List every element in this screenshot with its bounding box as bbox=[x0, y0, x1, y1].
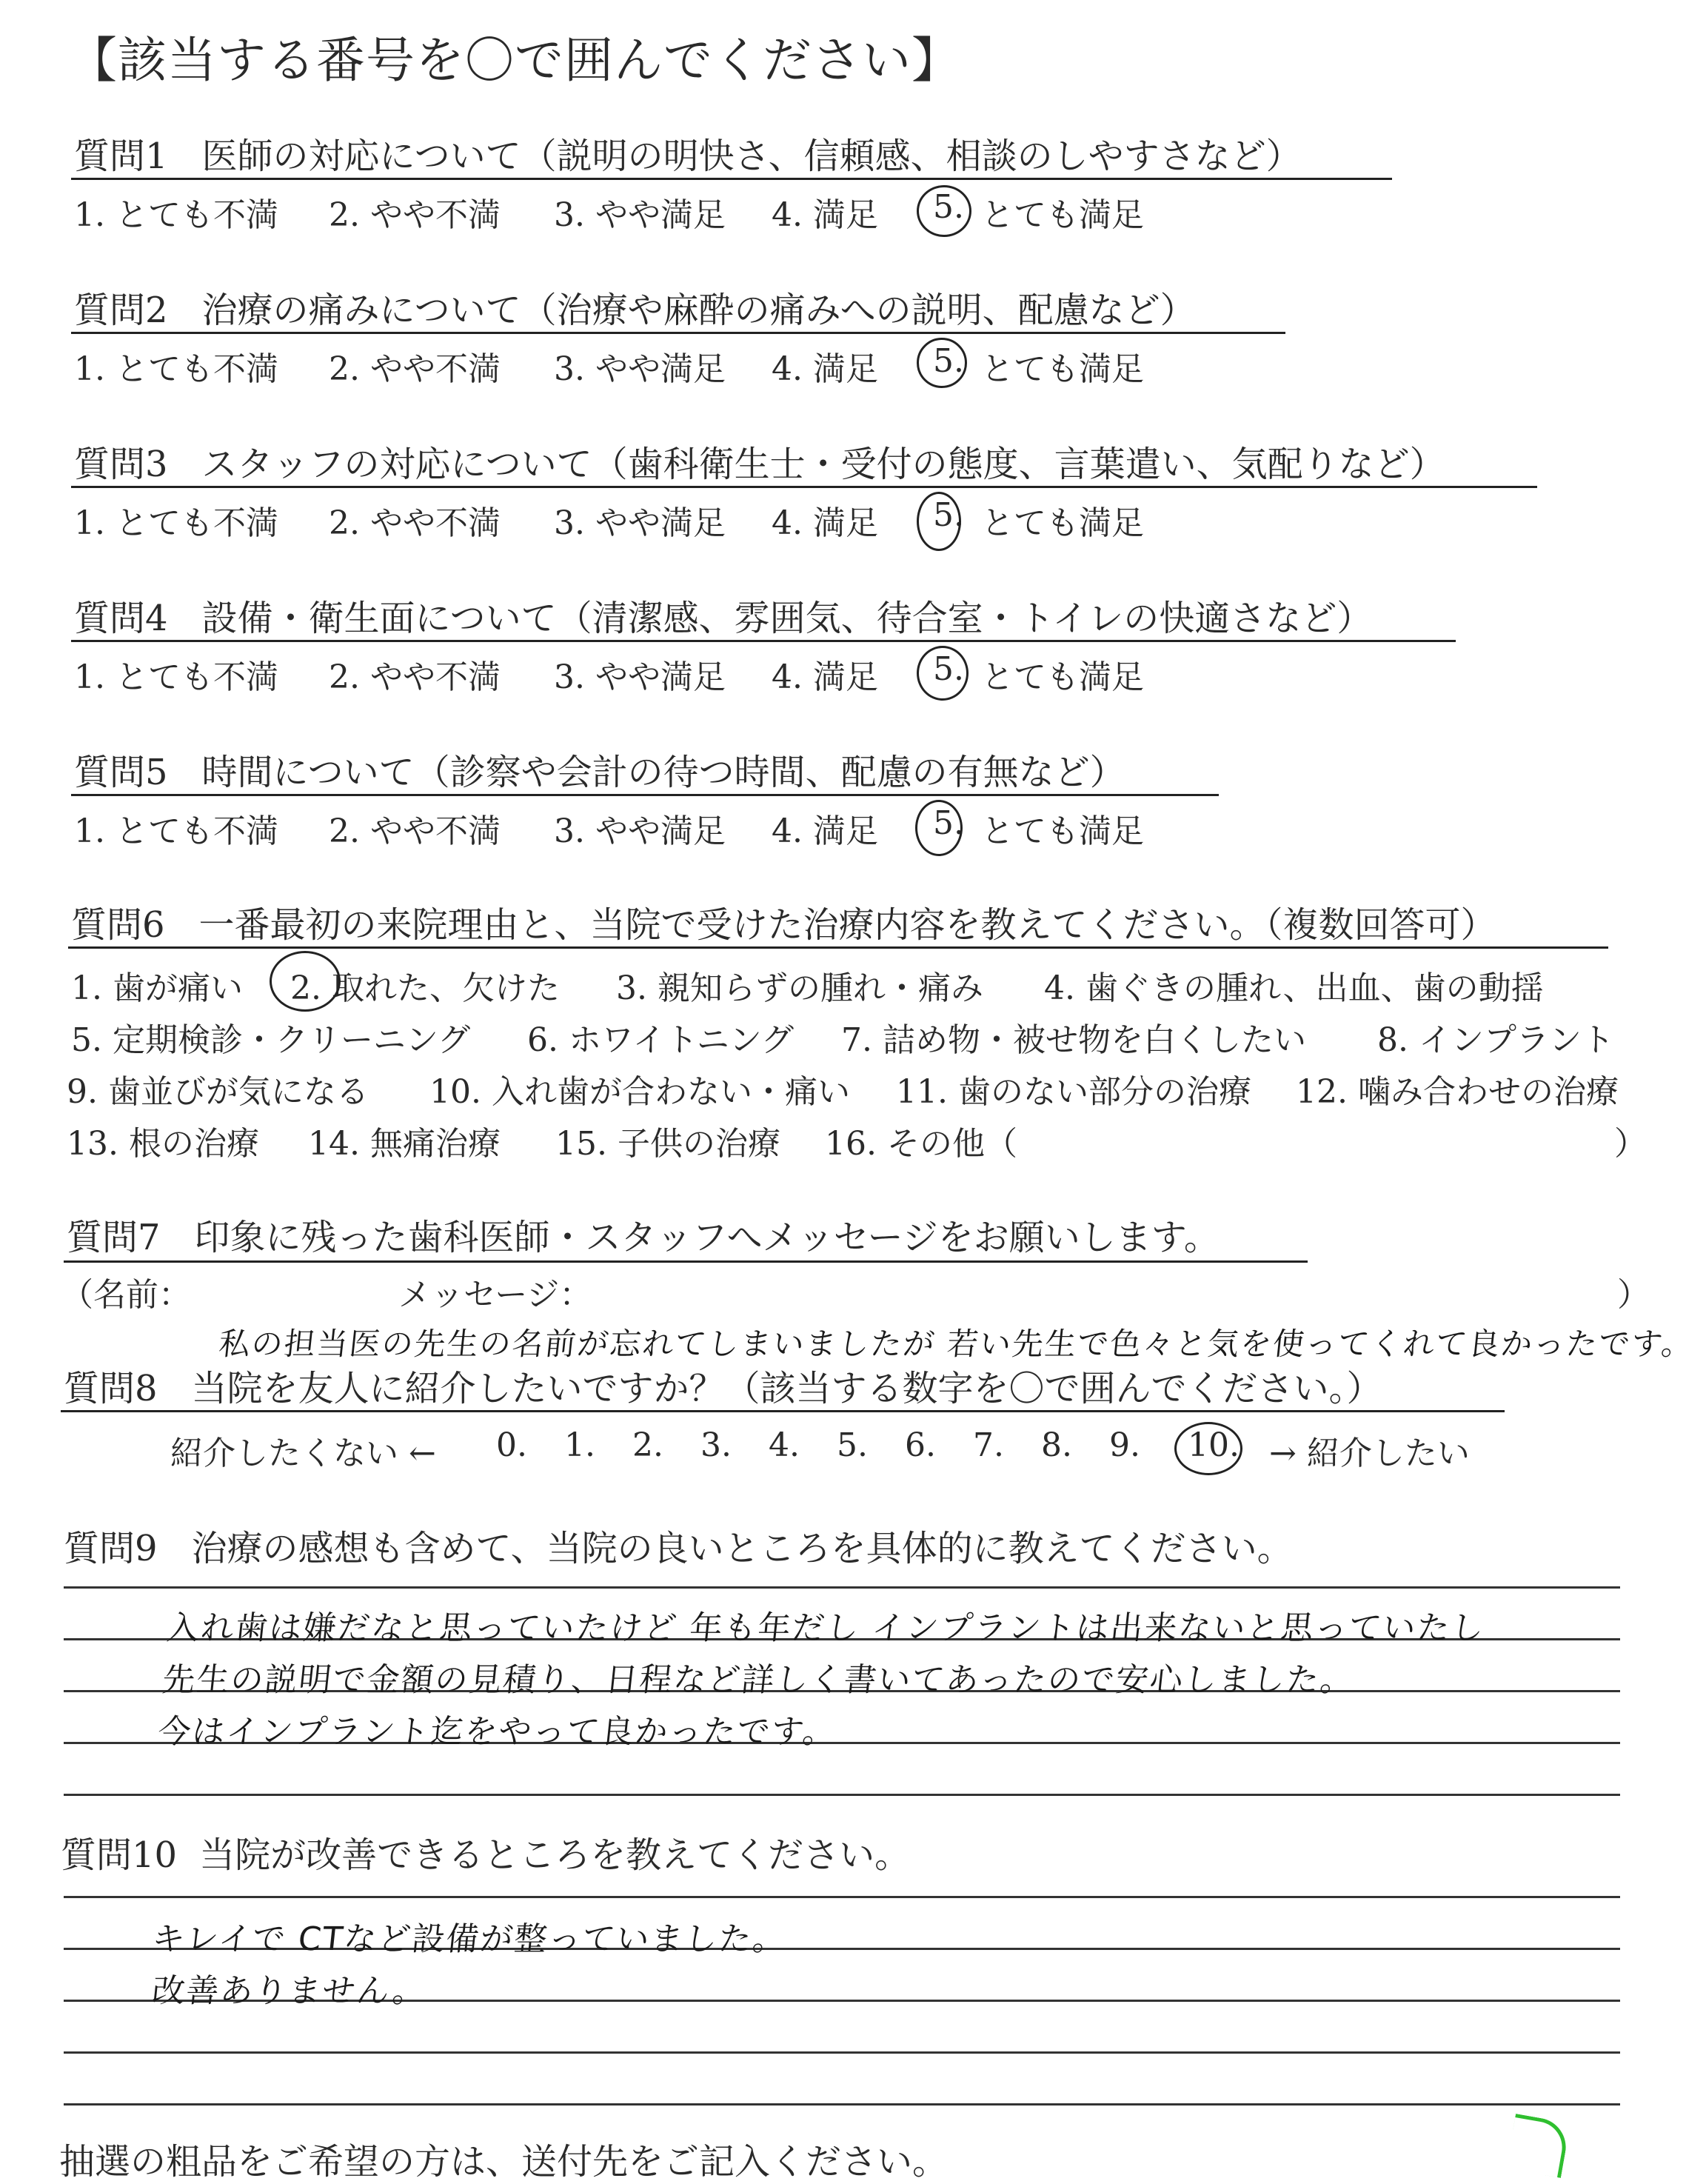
question-text: 治療の痛みについて（治療や麻酔の痛みへの説明、配慮など） bbox=[201, 290, 1196, 331]
selected-circle bbox=[270, 951, 341, 1012]
q6-option-9[interactable]: 9. 歯並びが気になる bbox=[67, 1073, 369, 1111]
question-number: 質問6 bbox=[71, 904, 165, 946]
q9-answer-line-2: 先生の説明で金額の見積り、日程など詳しく書いてあったので安心しました。 bbox=[160, 1661, 1357, 1699]
scale-3[interactable]: 3. bbox=[700, 1426, 732, 1464]
option-1[interactable]: 1. とても不満 bbox=[74, 658, 278, 696]
question-8-heading bbox=[64, 1366, 1382, 1412]
q6-option-16[interactable]: 16. その他（ bbox=[825, 1125, 1017, 1163]
right-label: → 紹介したい bbox=[1269, 1435, 1470, 1472]
option-5[interactable]: 5. bbox=[933, 342, 964, 380]
option-1[interactable]: 1. とても不満 bbox=[74, 504, 278, 542]
question-9-heading bbox=[64, 1526, 1293, 1572]
name-label: （名前： bbox=[61, 1276, 191, 1314]
scale-6[interactable]: 6. bbox=[905, 1426, 936, 1464]
underline bbox=[71, 794, 1219, 796]
underline bbox=[68, 946, 1608, 949]
q10-answer-line-1: キレイで CTなど設備が整っていました。 bbox=[150, 1920, 789, 1958]
question-7-heading bbox=[67, 1215, 1220, 1260]
option-3[interactable]: 3. やや満足 bbox=[554, 350, 726, 388]
q6-option-12[interactable]: 12. 噛み合わせの治療 bbox=[1296, 1073, 1619, 1111]
question-text: 一番最初の来院理由と、当院で受けた治療内容を教えてください。（複数回答可） bbox=[198, 904, 1496, 946]
underline bbox=[64, 1260, 1308, 1263]
underline bbox=[71, 332, 1285, 334]
q6-option-16-close: ） bbox=[1614, 1125, 1647, 1163]
q6-option-15[interactable]: 15. 子供の治療 bbox=[555, 1125, 780, 1163]
question-number: 質問7 bbox=[67, 1217, 161, 1258]
writing-line bbox=[64, 2103, 1620, 2105]
q6-option-1[interactable]: 1. 歯が痛い bbox=[71, 969, 243, 1007]
question-text: 当院が改善できるところを教えてください。 bbox=[199, 1834, 911, 1876]
q10-answer-line-2: 改善ありません。 bbox=[150, 1972, 429, 2010]
question-text: 治療の感想も含めて、当院の良いところを具体的に教えてください。 bbox=[191, 1528, 1293, 1569]
question-6-heading bbox=[71, 902, 1496, 948]
scale-7[interactable]: 7. bbox=[973, 1426, 1004, 1464]
q6-option-7[interactable]: 7. 詰め物・被せ物を白くしたい bbox=[841, 1021, 1306, 1059]
selected-circle bbox=[917, 338, 967, 388]
q6-option-11[interactable]: 11. 歯のない部分の治療 bbox=[896, 1073, 1251, 1111]
green-check-mark bbox=[1506, 2114, 1570, 2178]
question-number: 質問4 bbox=[74, 598, 168, 639]
q6-option-10[interactable]: 10. 入れ歯が合わない・痛い bbox=[429, 1073, 850, 1111]
question-text: 当院を友人に紹介したいですか？（該当する数字を〇で囲んでください。） bbox=[191, 1368, 1382, 1409]
option-2[interactable]: 2. やや不満 bbox=[329, 812, 501, 850]
option-3[interactable]: 3. やや満足 bbox=[554, 196, 726, 234]
question-number: 質問2 bbox=[74, 290, 168, 331]
question-text: 医師の対応について（説明の明快さ、信頼感、相談のしやすさなど） bbox=[201, 136, 1302, 177]
option-2[interactable]: 2. やや不満 bbox=[329, 196, 501, 234]
option-5-label: とても満足 bbox=[981, 350, 1144, 388]
q6-option-4[interactable]: 4. 歯ぐきの腫れ、出血、歯の動揺 bbox=[1044, 969, 1544, 1007]
q6-option-13[interactable]: 13. 根の治療 bbox=[67, 1125, 259, 1163]
question-text: 印象に残った歯科医師・スタッフへメッセージをお願いします。 bbox=[194, 1217, 1220, 1258]
question-number: 質問3 bbox=[74, 444, 168, 485]
scale-5[interactable]: 5. bbox=[837, 1426, 868, 1464]
option-3[interactable]: 3. やや満足 bbox=[554, 504, 726, 542]
option-1[interactable]: 1. とても不満 bbox=[74, 350, 278, 388]
writing-line bbox=[64, 1896, 1620, 1898]
page-title: 【該当する番号を〇で囲んでください】 bbox=[68, 32, 961, 89]
option-5-label: とても満足 bbox=[981, 504, 1144, 542]
selected-circle bbox=[917, 185, 971, 237]
question-10-heading bbox=[61, 1832, 910, 1878]
underline bbox=[71, 178, 1392, 180]
q7-handwritten-message: 私の担当医の先生の名前が忘れてしまいましたが 若い先生で色々と気を使ってくれて良かったです。 bbox=[217, 1326, 1696, 1362]
q6-option-3[interactable]: 3. 親知らずの腫れ・痛み bbox=[616, 969, 983, 1007]
writing-line bbox=[64, 1794, 1620, 1796]
option-4[interactable]: 4. 満足 bbox=[772, 658, 878, 696]
writing-line bbox=[64, 2051, 1620, 2054]
scale-2[interactable]: 2. bbox=[632, 1426, 663, 1464]
option-2[interactable]: 2. やや不満 bbox=[329, 504, 501, 542]
option-5[interactable]: 5. bbox=[933, 804, 964, 842]
option-1[interactable]: 1. とても不満 bbox=[74, 812, 278, 850]
question-text: 時間について（診察や会計の待つ時間、配慮の有無など） bbox=[201, 752, 1125, 793]
message-label: メッセージ： bbox=[398, 1276, 592, 1314]
q7-close: ） bbox=[1617, 1276, 1650, 1314]
option-4[interactable]: 4. 満足 bbox=[772, 350, 878, 388]
selected-circle bbox=[915, 800, 963, 856]
question-number: 質問10 bbox=[61, 1834, 178, 1876]
question-5-heading bbox=[74, 749, 1125, 795]
option-4[interactable]: 4. 満足 bbox=[772, 812, 878, 850]
option-5-label: とても満足 bbox=[981, 812, 1144, 850]
option-3[interactable]: 3. やや満足 bbox=[554, 658, 726, 696]
underline bbox=[71, 640, 1456, 642]
footer-note: 抽選の粗品をご希望の方は、送付先をご記入ください。 bbox=[59, 2141, 949, 2183]
q9-answer-line-1: 入れ歯は嫌だなと思っていたけど 年も年だし インプラントは出来ないと思っていたし bbox=[164, 1609, 1488, 1647]
question-number: 質問8 bbox=[64, 1368, 158, 1409]
question-number: 質問9 bbox=[64, 1528, 158, 1569]
scale-0[interactable]: 0. bbox=[496, 1426, 527, 1464]
selected-circle bbox=[917, 646, 969, 701]
scale-8[interactable]: 8. bbox=[1041, 1426, 1072, 1464]
question-number: 質問1 bbox=[74, 136, 168, 177]
scale-4[interactable]: 4. bbox=[769, 1426, 800, 1464]
question-text: スタッフの対応について（歯科衛生士・受付の態度、言葉遣い、気配りなど） bbox=[201, 444, 1445, 485]
option-3[interactable]: 3. やや満足 bbox=[554, 812, 726, 850]
q6-option-6[interactable]: 6. ホワイトニング bbox=[527, 1021, 795, 1059]
option-5-label: とても満足 bbox=[981, 658, 1144, 696]
option-5[interactable]: 5. bbox=[933, 650, 964, 688]
option-5[interactable]: 5. bbox=[933, 496, 964, 534]
option-2[interactable]: 2. やや不満 bbox=[329, 658, 501, 696]
option-4[interactable]: 4. 満足 bbox=[772, 196, 878, 234]
q9-answer-line-3: 今はインプラント迄をやって良かったです。 bbox=[155, 1713, 839, 1751]
option-2[interactable]: 2. やや不満 bbox=[329, 350, 501, 388]
question-4-heading bbox=[74, 595, 1372, 641]
q6-option-14[interactable]: 14. 無痛治療 bbox=[308, 1125, 501, 1163]
option-4[interactable]: 4. 満足 bbox=[772, 504, 878, 542]
question-2-heading bbox=[74, 287, 1196, 333]
option-5[interactable]: 5. bbox=[933, 188, 964, 226]
writing-line bbox=[64, 1586, 1620, 1589]
question-1-heading bbox=[74, 133, 1302, 179]
selected-circle bbox=[917, 492, 961, 551]
q6-option-2[interactable]: 2. 取れた、欠けた bbox=[290, 969, 560, 1007]
scale-9[interactable]: 9. bbox=[1109, 1426, 1140, 1464]
scale-1[interactable]: 1. bbox=[564, 1426, 595, 1464]
question-3-heading bbox=[74, 441, 1445, 487]
scale-10[interactable]: 10. bbox=[1188, 1426, 1240, 1464]
question-text: 設備・衛生面について（清潔感、雰囲気、待合室・トイレの快適さなど） bbox=[201, 598, 1373, 639]
underline bbox=[61, 1410, 1505, 1412]
option-5-label: とても満足 bbox=[981, 196, 1144, 234]
q6-option-8[interactable]: 8. インプラント bbox=[1377, 1021, 1614, 1059]
question-number: 質問5 bbox=[74, 752, 168, 793]
option-1[interactable]: 1. とても不満 bbox=[74, 196, 278, 234]
left-label: 紹介したくない ← bbox=[170, 1435, 436, 1472]
selected-circle bbox=[1174, 1422, 1242, 1475]
underline bbox=[71, 486, 1537, 488]
q6-option-5[interactable]: 5. 定期検診・クリーニング bbox=[71, 1021, 471, 1059]
